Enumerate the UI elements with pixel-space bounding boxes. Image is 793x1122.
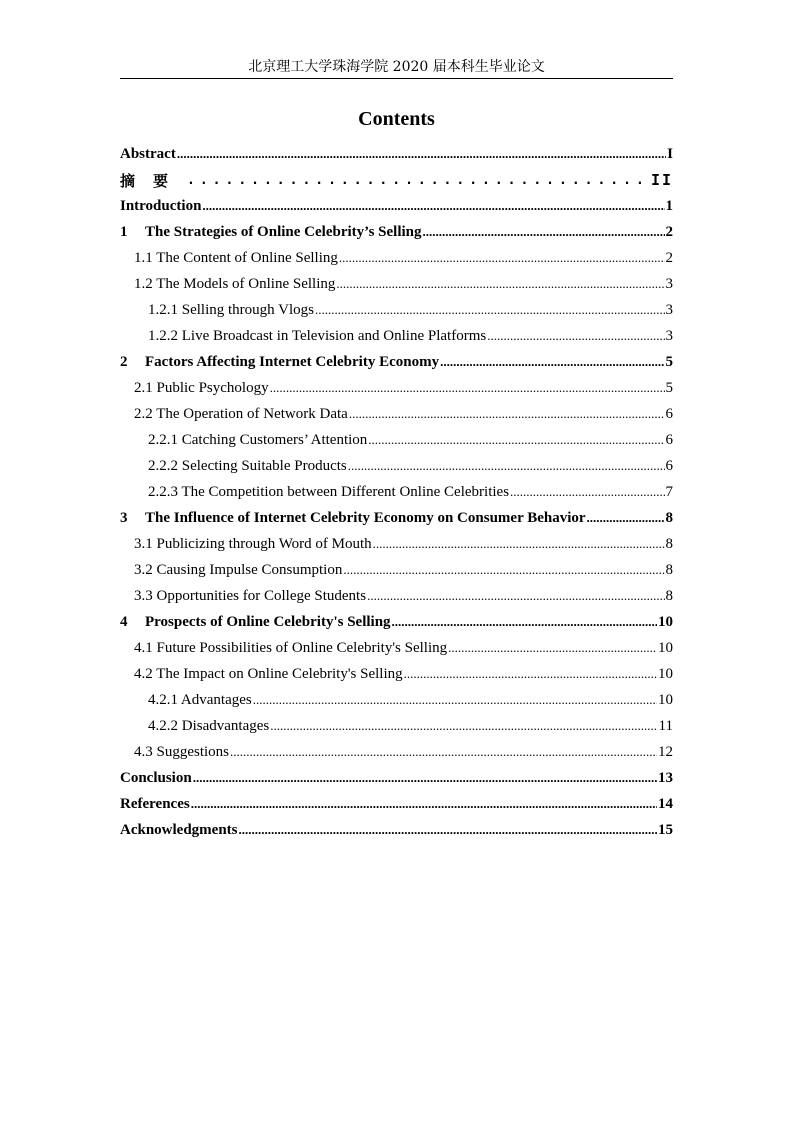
dot-leader — [487, 328, 664, 344]
toc-entry[interactable] — [120, 427, 673, 453]
toc-entry-label: Introduction — [120, 197, 202, 214]
dot-leader — [270, 718, 657, 734]
toc-entry[interactable] — [120, 557, 673, 583]
toc-entry-page-number: 11 — [658, 717, 673, 734]
toc-entry-number: 3 — [120, 509, 128, 526]
toc-entry-page-number: 3 — [665, 301, 673, 318]
toc-entry[interactable] — [120, 245, 673, 271]
toc-entry[interactable] — [120, 401, 673, 427]
toc-entry-page-number: 10 — [658, 691, 673, 708]
toc-entry-label: Prospects of Online Celebrity's Selling — [145, 613, 391, 630]
toc-entry-label: 3.3 Opportunities for College Students — [134, 587, 367, 604]
toc-entry[interactable] — [120, 479, 673, 505]
toc-entry-label: 2.2 The Operation of Network Data — [134, 405, 348, 422]
toc-entry-page-number: 2 — [665, 223, 673, 240]
dot-leader — [230, 744, 657, 760]
dot-leader — [187, 173, 650, 188]
toc-entry[interactable] — [120, 791, 673, 817]
toc-entry[interactable] — [120, 635, 673, 661]
toc-entry-label: 2.2.2 Selecting Suitable Products — [148, 457, 347, 474]
toc-entry-page-number: 1 — [665, 197, 673, 214]
dot-leader — [348, 458, 665, 474]
dot-leader — [368, 432, 664, 448]
toc-entry-label: Factors Affecting Internet Celebrity Economy — [145, 353, 440, 370]
toc-entry-page-number: 12 — [658, 743, 673, 760]
toc-entry-page-number: 3 — [665, 275, 673, 292]
toc-entry[interactable] — [120, 219, 673, 245]
dot-leader — [349, 406, 665, 422]
toc-entry-label: 3.2 Causing Impulse Consumption — [134, 561, 343, 578]
toc-entry-number: 4 — [120, 613, 128, 630]
toc-entry[interactable] — [120, 583, 673, 609]
toc-entry[interactable] — [120, 609, 673, 635]
toc-entry-page-number: II — [650, 171, 673, 189]
dot-leader — [270, 380, 665, 396]
toc-entry-label: 2.1 Public Psychology — [134, 379, 269, 396]
toc-entry-page-number: 8 — [665, 561, 673, 578]
toc-entry-label: 3.1 Publicizing through Word of Mouth — [134, 535, 372, 552]
toc-entry[interactable] — [120, 739, 673, 765]
running-header: 北京理工大学珠海学院 2020 届本科生毕业论文 — [248, 59, 545, 75]
toc-entry[interactable] — [120, 531, 673, 557]
dot-leader — [239, 822, 657, 838]
dot-leader — [510, 484, 664, 500]
toc-entry-label: 1.2.1 Selling through Vlogs — [148, 301, 314, 318]
dot-leader — [367, 588, 664, 604]
toc-entry[interactable] — [120, 713, 673, 739]
toc-entry[interactable] — [120, 505, 673, 531]
toc-entry-label: References — [120, 795, 190, 812]
toc-entry[interactable] — [120, 167, 673, 193]
dot-leader — [440, 354, 664, 370]
dot-leader — [404, 666, 657, 682]
toc-entry[interactable] — [120, 271, 673, 297]
toc-entry-label: Acknowledgments — [120, 821, 238, 838]
toc-entry-page-number: 8 — [665, 509, 673, 526]
toc-entry[interactable] — [120, 193, 673, 219]
toc-entry[interactable] — [120, 687, 673, 713]
toc-entry-label: 4.2.1 Advantages — [148, 691, 252, 708]
toc-entry[interactable] — [120, 141, 673, 167]
dot-leader — [193, 770, 657, 786]
dot-leader — [177, 146, 666, 162]
toc-entry-number: 2 — [120, 353, 128, 370]
toc-entry-label: 4.3 Suggestions — [134, 743, 230, 760]
dot-leader — [423, 224, 665, 240]
dot-leader — [373, 536, 665, 552]
dot-leader — [202, 198, 664, 214]
toc-entry-label: 1.2 The Models of Online Selling — [134, 275, 336, 292]
toc-entry-page-number: 5 — [665, 379, 673, 396]
toc-entry-number: 1 — [120, 223, 128, 240]
toc-entry[interactable] — [120, 661, 673, 687]
toc-entry-label: The Influence of Internet Celebrity Economy on Consumer Behavior — [145, 509, 586, 526]
toc-entry-label: 4.2 The Impact on Online Celebrity's Selling — [134, 665, 403, 682]
toc-entry-page-number: 10 — [658, 665, 673, 682]
dot-leader — [343, 562, 664, 578]
toc-entry-label: 2.2.1 Catching Customers’ Attention — [148, 431, 368, 448]
toc-entry-label: The Strategies of Online Celebrity’s Selling — [145, 223, 422, 240]
toc-entry-page-number: 6 — [665, 431, 673, 448]
toc-entry-label: 2.2.3 The Competition between Different Online Celebrities — [148, 483, 510, 500]
toc-entry-label: Conclusion — [120, 769, 192, 786]
toc-entry-label: 1.1 The Content of Online Selling — [134, 249, 338, 266]
toc-entry-page-number: 6 — [665, 405, 673, 422]
toc-entry-page-number: 5 — [665, 353, 673, 370]
toc-entry[interactable] — [120, 375, 673, 401]
toc-entry-label: 4.2.2 Disadvantages — [148, 717, 270, 734]
toc-entry-page-number: 15 — [658, 821, 673, 838]
dot-leader — [339, 250, 665, 266]
toc-entry[interactable] — [120, 817, 673, 843]
toc-entry-page-number: 14 — [658, 795, 673, 812]
page-title: Contents — [358, 108, 435, 130]
toc-entry-page-number: 10 — [658, 613, 673, 630]
toc-entry-page-number: 2 — [665, 249, 673, 266]
dot-leader — [336, 276, 664, 292]
toc-entry-page-number: 7 — [665, 483, 673, 500]
toc-entry-page-number: 10 — [658, 639, 673, 656]
toc-entry[interactable] — [120, 765, 673, 791]
toc-entry[interactable] — [120, 323, 673, 349]
dot-leader — [448, 640, 657, 656]
dot-leader — [315, 302, 665, 318]
toc-entry-page-number: 13 — [658, 769, 673, 786]
toc-entry-label: 4.1 Future Possibilities of Online Celebrity's Selling — [134, 639, 448, 656]
toc-entry-page-number: 8 — [665, 587, 673, 604]
toc-entry-page-number: I — [667, 145, 673, 162]
dot-leader — [587, 510, 665, 526]
dot-leader — [392, 614, 657, 630]
toc-entry-label: 摘要 — [120, 171, 187, 190]
toc-entry-label: 1.2.2 Live Broadcast in Television and Online Platforms — [148, 327, 487, 344]
table-of-contents — [120, 141, 673, 843]
toc-entry-page-number: 3 — [665, 327, 673, 344]
toc-entry[interactable] — [120, 297, 673, 323]
toc-entry-page-number: 6 — [665, 457, 673, 474]
toc-entry-label: Abstract — [120, 145, 176, 162]
header-rule — [120, 78, 673, 79]
dot-leader — [191, 796, 657, 812]
dot-leader — [253, 692, 657, 708]
toc-entry[interactable] — [120, 453, 673, 479]
toc-entry-page-number: 8 — [665, 535, 673, 552]
toc-entry[interactable] — [120, 349, 673, 375]
